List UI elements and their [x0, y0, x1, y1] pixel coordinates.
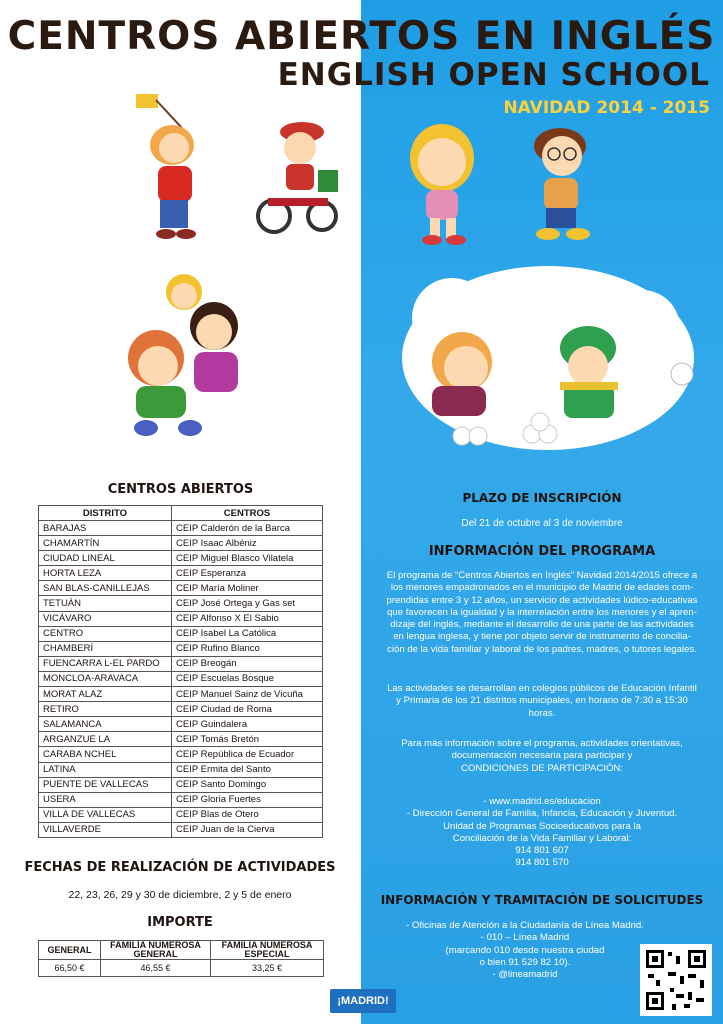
season-label: NAVIDAD 2014 - 2015 — [503, 98, 710, 118]
program-line: CONDICIONES DE PARTICIPACIÓN: — [460, 762, 624, 774]
girl-illustration — [402, 118, 482, 248]
boy-with-glasses-illustration — [518, 120, 598, 245]
district-cell: VILLAVERDE — [39, 822, 172, 837]
center-cell: CEIP Guindalera — [172, 717, 323, 732]
center-cell: CEIP Manuel Sainz de Vicuña — [172, 687, 323, 702]
district-cell: LATINA — [39, 762, 172, 777]
center-cell: CEIP Calderón de la Barca — [172, 521, 323, 536]
table-row — [39, 792, 323, 807]
center-cell: CEIP Blas de Otero — [172, 807, 323, 822]
district-cell: CHAMBERÍ — [39, 641, 172, 656]
center-cell: CEIP José Ortega y Gas set — [172, 596, 323, 611]
program-line: Conciliación de la Vida Familiar y Laboral: — [452, 832, 632, 844]
district-cell: CENTRO — [39, 626, 172, 641]
program-line: en lengua inglesa, y tiene por objeto servir de instrumento de concilia- — [393, 631, 691, 643]
center-cell: CEIP Rufino Blanco — [172, 641, 323, 656]
table-row — [39, 521, 323, 536]
table-row — [39, 822, 323, 837]
qr-code[interactable] — [640, 944, 712, 1016]
price-large-family-special-value: 33,25 € — [211, 960, 324, 977]
district-cell: HORTA LEZA — [39, 566, 172, 581]
district-header: DISTRITO — [39, 506, 172, 521]
district-cell: CHAMARTÍN — [39, 536, 172, 551]
district-cell: PUENTE DE VALLECAS — [39, 777, 172, 792]
table-row — [39, 747, 323, 762]
kid-with-flag-illustration — [130, 90, 210, 245]
district-cell: CIUDAD LINEAL — [39, 551, 172, 566]
kid-on-bike-illustration — [252, 118, 344, 238]
district-cell: VILLA DE VALLECAS — [39, 807, 172, 822]
education-link[interactable]: - www.madrid.es/educacion — [483, 796, 601, 807]
program-line: prendidas entre 3 y 12 años, un servicio de actividades lúdico-educativas — [386, 594, 698, 606]
center-cell: CEIP Escuelas Bosque — [172, 671, 323, 686]
district-cell: MORAT ALAZ — [39, 687, 172, 702]
applications-line: o bien 91 529 82 10). — [479, 956, 571, 968]
qr-code-icon — [644, 948, 708, 1012]
group-of-kids-illustration — [122, 268, 250, 446]
table-row — [39, 596, 323, 611]
table-row — [39, 732, 323, 747]
table-row — [39, 762, 323, 777]
program-line: ción de la vida familiar y laboral de los padres, madres, o tutores legales. — [387, 643, 697, 655]
district-cell: BARAJAS — [39, 521, 172, 536]
applications-line: (marcando 010 desde nuestra ciudad — [445, 944, 605, 956]
program-paragraph-2 — [364, 683, 720, 720]
registration-dates: Del 21 de octubre al 3 de noviembre — [461, 518, 623, 529]
applications-title: INFORMACIÓN Y TRAMITACIÓN DE SOLICITUDES — [380, 893, 704, 907]
table-row — [39, 717, 323, 732]
table-row — [39, 702, 323, 717]
district-cell: ARGANZUE LA — [39, 732, 172, 747]
program-line: El programa de “Centros Abiertos en Inglés” Navidad 2014/2015 ofrece a — [386, 570, 698, 581]
district-cell: SALAMANCA — [39, 717, 172, 732]
center-cell: CEIP Alfonso X El Sabio — [172, 611, 323, 626]
table-row — [39, 611, 323, 626]
price-title: IMPORTE — [147, 915, 213, 930]
applications-line: - 010 – Línea Madrid — [480, 932, 570, 944]
center-header: CENTROS — [172, 506, 323, 521]
district-cell: FUENCARRA L-EL PARDO — [39, 656, 172, 671]
price-large-family-general-header: FAMILIA NUMEROSA GENERAL — [101, 941, 211, 960]
program-line: y Primaria de los 21 distritos municipales, en horario de 7:30 a 15:30 — [396, 695, 688, 707]
center-cell: CEIP Miguel Blasco Vilatela — [172, 551, 323, 566]
twitter-handle[interactable]: - @lineamadrid — [492, 969, 558, 981]
district-cell: USERA — [39, 792, 172, 807]
district-cell: MONCLOA-ARAVACA — [39, 671, 172, 686]
table-row — [39, 581, 323, 596]
center-cell: CEIP Breogán — [172, 656, 323, 671]
table-row — [39, 777, 323, 792]
table-row — [39, 687, 323, 702]
table-row — [39, 807, 323, 822]
phone-number: 914 801 607 — [515, 845, 569, 857]
price-general-header: GENERAL — [39, 941, 101, 960]
phone-number: 914 801 570 — [515, 857, 569, 869]
table-row — [39, 536, 323, 551]
center-cell: CEIP Juan de la Cierva — [172, 822, 323, 837]
title-english: ENGLISH OPEN SCHOOL — [277, 57, 710, 93]
applications-line: - Oficinas de Atención a la Ciudadanía de Línea Madrid. — [406, 920, 644, 931]
center-cell: CEIP Esperanza — [172, 566, 323, 581]
registration-title: PLAZO DE INSCRIPCIÓN — [462, 491, 622, 505]
program-contact-block — [364, 796, 720, 870]
table-row — [39, 641, 323, 656]
program-line: Las actividades se desarrollan en colegios públicos de Educación Infantil — [387, 683, 697, 694]
table-row — [39, 626, 323, 641]
snow-scene-illustration — [392, 258, 704, 460]
center-cell: CEIP República de Ecuador — [172, 747, 323, 762]
dates-title: FECHAS DE REALIZACIÓN DE ACTIVIDADES — [24, 860, 336, 875]
center-cell: CEIP Isaac Albéniz — [172, 536, 323, 551]
center-cell: CEIP Santo Domingo — [172, 777, 323, 792]
applications-block — [395, 920, 655, 981]
program-line: Para más información sobre el programa, actividades orientativas, — [401, 738, 683, 749]
program-line: dizaje del inglés, mediante el desarrollo de una parte de las actividades — [390, 619, 694, 631]
district-cell: SAN BLAS-CANILLEJAS — [39, 581, 172, 596]
dates-text: 22, 23, 26, 29 y 30 de diciembre, 2 y 5 de enero — [68, 889, 292, 901]
program-line: los menores empadronados en el municipio de Madrid de edades com- — [390, 582, 694, 594]
district-cell: CARABA NCHEL — [39, 747, 172, 762]
table-row — [39, 671, 323, 686]
price-large-family-general-value: 46,55 € — [101, 960, 211, 977]
table-row — [39, 566, 323, 581]
program-line: horas. — [528, 707, 556, 719]
price-large-family-special-header: FAMILIA NUMEROSA ESPECIAL — [211, 941, 324, 960]
title-spanish: CENTROS ABIERTOS EN INGLÉS — [7, 14, 716, 59]
program-line: Unidad de Programas Socioeducativos para la — [443, 820, 641, 832]
district-cell: RETIRO — [39, 702, 172, 717]
center-cell: CEIP Isabel La Católica — [172, 626, 323, 641]
program-paragraph-3 — [364, 738, 720, 775]
program-line: documentación necesaria para participar y — [451, 750, 633, 762]
center-cell: CEIP Tomás Bretón — [172, 732, 323, 747]
center-cell: CEIP María Moliner — [172, 581, 323, 596]
program-title: INFORMACIÓN DEL PROGRAMA — [428, 544, 656, 559]
centers-title: CENTROS ABIERTOS — [107, 482, 254, 497]
program-line: que favorecen la igualdad y la interrelación entre los menores y el apren- — [387, 606, 697, 618]
madrid-logo: ¡MADRID! — [330, 989, 396, 1013]
program-paragraph-1 — [364, 570, 720, 656]
price-general-value: 66,50 € — [39, 960, 101, 977]
district-cell: TETUÁN — [39, 596, 172, 611]
centers-table — [38, 505, 323, 838]
center-cell: CEIP Gloria Fuertes — [172, 792, 323, 807]
center-cell: CEIP Ermita del Santo — [172, 762, 323, 777]
program-line: - Dirección General de Familia, Infancia, Educación y Juventud. — [406, 808, 678, 820]
price-table — [38, 940, 324, 977]
table-row — [39, 551, 323, 566]
center-cell: CEIP Ciudad de Roma — [172, 702, 323, 717]
table-row — [39, 656, 323, 671]
district-cell: VICÁVARO — [39, 611, 172, 626]
